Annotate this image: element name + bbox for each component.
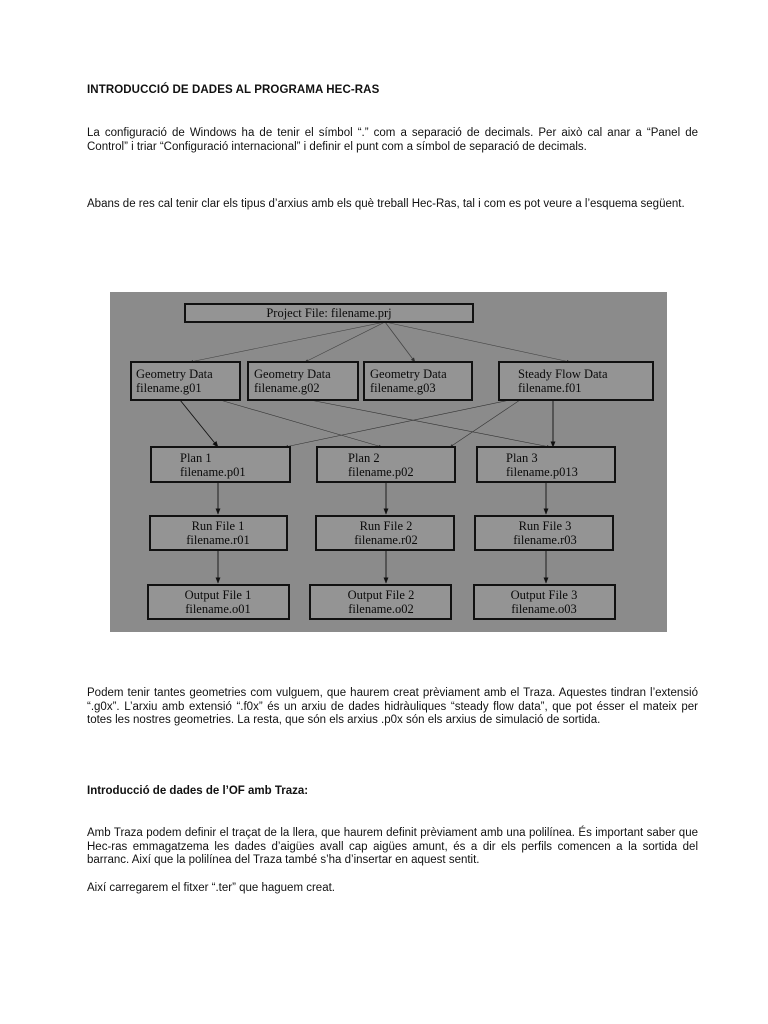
output-file-box-1 (148, 585, 289, 619)
geometry-data-box-3 (364, 362, 472, 400)
geometry-3-filename: filename.g03 (370, 381, 436, 395)
plan-2-filename: filename.p02 (348, 465, 414, 479)
connector-project-geometry-2 (305, 322, 385, 362)
geometry-3-title: Geometry Data (370, 367, 447, 381)
run-1-filename: filename.r01 (186, 533, 250, 547)
plan-box-2 (317, 447, 455, 482)
connector-geometry-1-plan-1 (180, 400, 218, 447)
run-1-title: Run File 1 (191, 519, 245, 533)
run-2-filename: filename.r02 (354, 533, 418, 547)
flow-filename: filename.f01 (518, 381, 582, 395)
output-file-box-3 (474, 585, 615, 619)
run-3-title: Run File 3 (518, 519, 572, 533)
plan-1-title: Plan 1 (180, 451, 212, 465)
run-file-box-1 (150, 516, 287, 550)
connector-geometry-2-plan-3 (310, 400, 550, 447)
output-1-filename: filename.o01 (185, 602, 251, 616)
paragraph-file-types-intro: Abans de res cal tenir clar els tipus d’arxius amb els què treball Hec-Ras, tal i com es pot veure a l’esquema següent. (87, 198, 685, 210)
connector-project-geometry-3 (385, 322, 415, 362)
paragraph-load-ter-file: Així carregarem el fitxer “.ter” que haguem creat. (87, 882, 335, 894)
run-file-box-3 (475, 516, 613, 550)
paragraph-geometries: Podem tenir tantes geometries com vulguem, que haurem creat prèviament amb el Traza. Aquestes tindran l’extensió “.g0x”. L’arxiu amb extensió “.f0x” és un arxiu de dades hidràuliques “steady flow data”, que pot ésser el mateix per totes les nostres geometries. La resta, que són els arxius .p0x són els arxius de simulació de sortida. (87, 687, 698, 727)
output-file-box-2 (310, 585, 451, 619)
geometry-2-filename: filename.g02 (254, 381, 320, 395)
paragraph-traza-polyline: Amb Traza podem definir el traçat de la llera, que haurem definit prèviament amb una polilínea. És important saber que Hec-ras emmagatzema les dades d’aigües avall cap aigües amunt, és a dir els perfils comencen a la sortida del barranc. Així que la polilínea del Traza també s’ha d’insertar en aquest sentit. (87, 827, 698, 867)
connector-project-flow (385, 322, 570, 362)
plan-box-3 (477, 447, 615, 482)
flow-title: Steady Flow Data (518, 367, 608, 381)
output-3-filename: filename.o03 (511, 602, 577, 616)
output-1-title: Output File 1 (184, 588, 252, 602)
geometry-data-box-2 (248, 362, 358, 400)
geometry-2-title: Geometry Data (254, 367, 331, 381)
connector-geometry-1-plan-2 (220, 400, 382, 447)
output-3-title: Output File 3 (510, 588, 578, 602)
paragraph-decimal-separator: La configuració de Windows ha de tenir el símbol “.” com a separació de decimals. Per això cal anar a “Panel de Control” i triar “Configuració internacional” i definir el punt com a símbol de separació de decimals. (87, 127, 698, 153)
page-title: INTRODUCCIÓ DE DADES AL PROGRAMA HEC-RAS (87, 84, 380, 96)
diagram-canvas (110, 292, 667, 632)
section-subheading: Introducció de dades de l’OF amb Traza: (87, 785, 309, 797)
plan-2-title: Plan 2 (348, 451, 380, 465)
geometry-1-filename: filename.g01 (136, 381, 202, 395)
output-2-filename: filename.o02 (348, 602, 414, 616)
project-file-box (185, 304, 473, 322)
steady-flow-data-box (499, 362, 653, 400)
plan-3-filename: filename.p013 (506, 465, 578, 479)
plan-box-1 (151, 447, 290, 482)
project-file-label: Project File: filename.prj (266, 306, 392, 320)
run-3-filename: filename.r03 (513, 533, 577, 547)
output-2-title: Output File 2 (347, 588, 415, 602)
plan-3-title: Plan 3 (506, 451, 538, 465)
run-2-title: Run File 2 (359, 519, 413, 533)
geometry-1-title: Geometry Data (136, 367, 213, 381)
hec-ras-file-structure-diagram (110, 292, 667, 632)
connector-project-geometry-1 (190, 322, 385, 362)
connector-flow-plan-1 (285, 400, 510, 447)
connector-flow-plan-2 (450, 400, 520, 447)
run-file-box-2 (316, 516, 454, 550)
plan-1-filename: filename.p01 (180, 465, 246, 479)
geometry-data-box-1 (131, 362, 240, 400)
